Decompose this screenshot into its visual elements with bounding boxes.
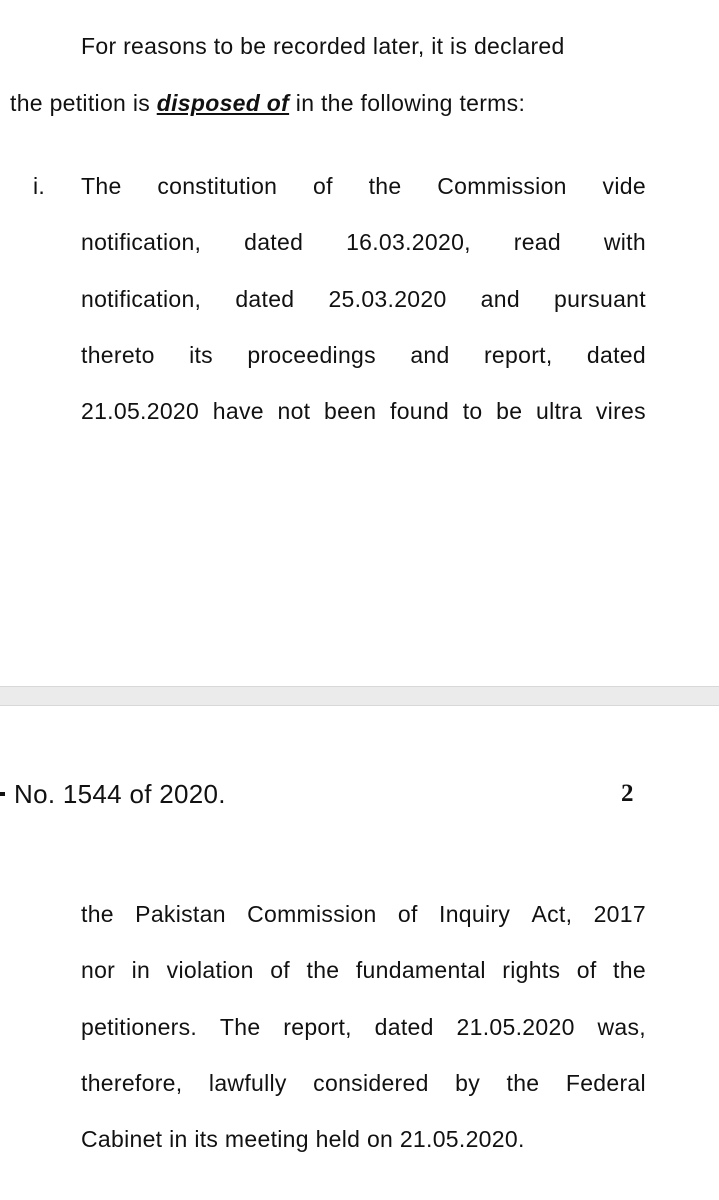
page-number: 2: [621, 780, 634, 807]
word: Commission: [437, 173, 567, 199]
word: proceedings: [247, 342, 376, 368]
word: dated: [586, 342, 646, 368]
continued-line-last: [81, 1124, 525, 1154]
word: Inquiry: [439, 901, 511, 927]
continued-line: [81, 955, 646, 985]
word: notification,: [81, 229, 202, 255]
word: 21.05.2020: [81, 398, 200, 424]
word: its: [194, 1126, 219, 1152]
item-line: [81, 171, 646, 201]
word: notification,: [81, 286, 202, 312]
word: 2017: [593, 901, 646, 927]
word: Commission: [247, 901, 377, 927]
word: meeting: [224, 1126, 309, 1152]
clipped-glyph: [0, 792, 5, 796]
disposed-of-term: disposed of: [156, 90, 290, 116]
word: by: [455, 1070, 481, 1096]
word: vires: [595, 398, 646, 424]
word: have: [212, 398, 264, 424]
word: of: [313, 173, 333, 199]
word: 21.05.2020.: [399, 1126, 525, 1152]
word: on: [366, 1126, 394, 1152]
word: thereto: [81, 342, 155, 368]
word: petitioners.: [81, 1014, 198, 1040]
word: nor: [81, 957, 116, 983]
page-divider: [0, 686, 719, 706]
word: The: [81, 173, 122, 199]
word: Pakistan: [135, 901, 226, 927]
item-marker: i.: [33, 173, 46, 199]
word: its: [189, 342, 213, 368]
word: therefore,: [81, 1070, 183, 1096]
word: be: [496, 398, 523, 424]
word: and: [410, 342, 450, 368]
word: with: [603, 229, 646, 255]
word: Act,: [531, 901, 573, 927]
word: the: [613, 957, 646, 983]
word: report,: [483, 342, 553, 368]
word: The: [219, 1014, 261, 1040]
word: constitution: [157, 173, 278, 199]
word: the: [506, 1070, 540, 1096]
word: considered: [313, 1070, 429, 1096]
word: of: [397, 901, 418, 927]
item-line: [81, 284, 646, 314]
terms-before: the petition is: [10, 90, 157, 116]
word: held: [315, 1126, 361, 1152]
word: 25.03.2020: [328, 286, 447, 312]
word: the: [306, 957, 340, 983]
word: lawfully: [208, 1070, 287, 1096]
word: the: [81, 901, 114, 927]
word: to: [462, 398, 483, 424]
word: rights: [502, 957, 561, 983]
word: of: [576, 957, 597, 983]
word: Cabinet: [81, 1126, 163, 1152]
word: 21.05.2020: [456, 1014, 575, 1040]
word: dated: [374, 1014, 434, 1040]
terms-line: [10, 88, 525, 118]
word: was,: [597, 1014, 646, 1040]
word: dated: [235, 286, 295, 312]
word: Federal: [565, 1070, 646, 1096]
word: the: [368, 173, 402, 199]
word: in: [169, 1126, 188, 1152]
word: been: [324, 398, 377, 424]
continued-line: [81, 1068, 646, 1098]
word: of: [270, 957, 291, 983]
word: vide: [602, 173, 646, 199]
word: violation: [166, 957, 254, 983]
word: report,: [283, 1014, 352, 1040]
continued-line: [81, 899, 646, 929]
terms-after: in the following terms:: [289, 90, 526, 116]
item-line: [81, 396, 646, 426]
word: 16.03.2020,: [346, 229, 471, 255]
word: fundamental: [355, 957, 486, 983]
item-line: [81, 227, 646, 257]
word: dated: [244, 229, 304, 255]
word: not: [277, 398, 311, 424]
continued-line: [81, 1012, 646, 1042]
word: pursuant: [554, 286, 646, 312]
item-line: [81, 340, 646, 370]
intro-line: For reasons to be recorded later, it is declared: [81, 33, 565, 59]
word: found: [390, 398, 450, 424]
word: ultra: [535, 398, 583, 424]
case-reference: No. 1544 of 2020.: [14, 779, 226, 809]
word: and: [480, 286, 520, 312]
word: read: [513, 229, 561, 255]
word: in: [131, 957, 151, 983]
